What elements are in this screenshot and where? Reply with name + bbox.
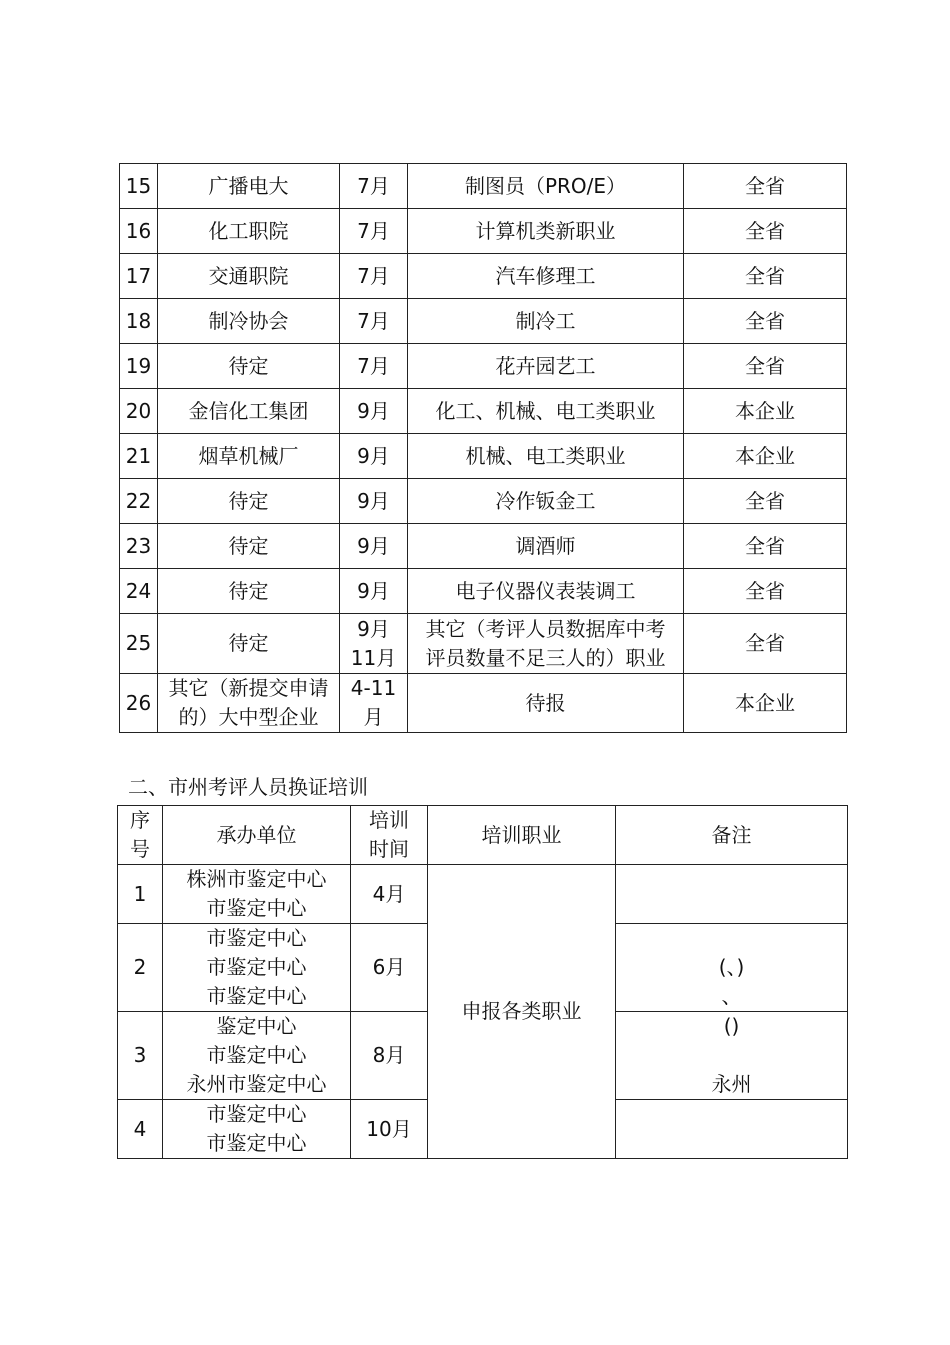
cell-occupation — [408, 479, 684, 524]
cell-scope: 全省 — [684, 209, 847, 254]
table-row — [120, 524, 847, 569]
cell-month-line: 9月 — [357, 398, 390, 423]
cell-note — [616, 865, 848, 924]
cell-month — [340, 254, 408, 299]
cell-org — [158, 389, 340, 434]
cell-note-line: (、) — [718, 955, 745, 979]
cell-occupation-line: 计算机类新职业 — [475, 218, 616, 243]
cell-occupation-line: 花卉园艺工 — [495, 353, 596, 378]
table-body — [120, 164, 847, 733]
cell-time: 6月 — [351, 924, 428, 1012]
cell-org — [158, 524, 340, 569]
cell-occupation — [408, 434, 684, 479]
cell-month — [340, 389, 408, 434]
cell-no: 17 — [120, 254, 158, 299]
header-no-line: 序 — [130, 808, 150, 832]
cell-no: 2 — [118, 924, 163, 1012]
cell-occupation-line: 制冷工 — [515, 308, 576, 333]
cell-note-line — [618, 924, 845, 953]
header-time-line: 培训 — [369, 808, 409, 832]
cell-occupation-line: 冷作钣金工 — [495, 488, 596, 513]
cell-time: 4月 — [351, 865, 428, 924]
cell-org-line: 市鉴定中心 — [206, 926, 307, 950]
cell-occupation-line: 电子仪器仪表装调工 — [455, 578, 636, 603]
section-title: 二、市州考评人员换证培训 — [128, 775, 368, 799]
cell-note — [616, 1012, 848, 1100]
cell-org-line: 市鉴定中心 — [206, 1102, 307, 1126]
cell-scope: 全省 — [684, 164, 847, 209]
header-no — [118, 806, 163, 865]
cell-scope: 本企业 — [684, 434, 847, 479]
cell-scope: 全省 — [684, 254, 847, 299]
table-row — [120, 674, 847, 733]
table-row — [120, 209, 847, 254]
cell-org-line: 待定 — [228, 353, 269, 378]
cell-scope: 全省 — [684, 344, 847, 389]
cell-no: 26 — [120, 674, 158, 733]
cell-org-line: 待定 — [228, 631, 269, 655]
cell-org-line: 永州市鉴定中心 — [186, 1072, 327, 1096]
cell-occupation — [408, 524, 684, 569]
cell-occupation — [408, 614, 684, 674]
cell-occupation-line: 化工、机械、电工类职业 — [435, 398, 656, 423]
cell-month — [340, 344, 408, 389]
header-time-line: 时间 — [369, 837, 409, 861]
table-row — [120, 164, 847, 209]
cell-org — [163, 1100, 351, 1159]
cell-org — [158, 569, 340, 614]
cell-time: 10月 — [351, 1100, 428, 1159]
cell-occupation — [408, 299, 684, 344]
cell-month — [340, 164, 408, 209]
cell-occupation — [408, 344, 684, 389]
cell-org — [158, 344, 340, 389]
cell-org — [163, 924, 351, 1012]
cell-month-line: 7月 — [357, 353, 390, 378]
cell-occupation — [408, 164, 684, 209]
cell-org — [158, 254, 340, 299]
cell-org-line: 交通职院 — [208, 263, 289, 288]
cell-month-line: 7月 — [357, 218, 390, 243]
table-header-row — [118, 806, 848, 865]
cell-org-line: 待定 — [228, 533, 269, 558]
cell-org — [158, 674, 340, 733]
cell-occupation-line: 调酒师 — [515, 533, 576, 558]
cell-month-line: 月 — [363, 705, 384, 729]
cell-no: 1 — [118, 865, 163, 924]
cell-month-line: 9月 — [357, 578, 390, 603]
cell-no: 23 — [120, 524, 158, 569]
cell-occupation — [408, 569, 684, 614]
cell-occupation — [408, 254, 684, 299]
cell-org-line: 株洲市鉴定中心 — [186, 867, 327, 891]
header-note: 备注 — [616, 806, 848, 865]
cell-no: 24 — [120, 569, 158, 614]
header-no-line: 号 — [130, 837, 150, 861]
cell-month-line: 9月 — [357, 443, 390, 468]
cell-org-line: 鉴定中心 — [216, 1014, 297, 1038]
header-org: 承办单位 — [163, 806, 351, 865]
cell-no: 19 — [120, 344, 158, 389]
table-row — [120, 569, 847, 614]
cell-month-line: 7月 — [357, 308, 390, 333]
cell-occupation-line: 待报 — [525, 690, 566, 715]
cell-month-line: 11月 — [350, 645, 397, 670]
cell-org-line: 制冷协会 — [208, 308, 289, 333]
cell-scope: 本企业 — [684, 389, 847, 434]
cell-org — [158, 614, 340, 674]
cell-occupation — [408, 674, 684, 733]
cell-note-line: 永州 — [711, 1072, 752, 1096]
cell-month — [340, 209, 408, 254]
cell-org-line: 市鉴定中心 — [206, 955, 307, 979]
table-row — [120, 299, 847, 344]
table-row — [120, 389, 847, 434]
cell-org-line: 的）大中型企业 — [178, 705, 319, 729]
cell-month-line: 9月 — [357, 533, 390, 558]
cell-scope: 全省 — [684, 569, 847, 614]
cell-scope: 全省 — [684, 299, 847, 344]
cell-note — [616, 1100, 848, 1159]
table-row — [120, 344, 847, 389]
cell-scope: 本企业 — [684, 674, 847, 733]
cell-no: 18 — [120, 299, 158, 344]
cell-scope: 全省 — [684, 614, 847, 674]
cell-occupation-line: 机械、电工类职业 — [465, 443, 626, 468]
cell-no: 20 — [120, 389, 158, 434]
table-row — [120, 254, 847, 299]
cell-month-line: 7月 — [357, 263, 390, 288]
cell-month — [340, 434, 408, 479]
cell-org — [158, 209, 340, 254]
cell-scope: 全省 — [684, 524, 847, 569]
cell-org — [158, 299, 340, 344]
cell-no: 25 — [120, 614, 158, 674]
cell-occupation-line: 汽车修理工 — [495, 263, 596, 288]
table-row — [120, 614, 847, 674]
cell-no: 15 — [120, 164, 158, 209]
cell-note-line — [618, 1041, 845, 1070]
table-row — [120, 434, 847, 479]
cell-note-line: 、 — [721, 984, 742, 1008]
cell-org — [158, 164, 340, 209]
cell-month — [340, 569, 408, 614]
cell-org-line: 广播电大 — [208, 173, 289, 198]
cell-note — [616, 924, 848, 1012]
table-row — [120, 479, 847, 524]
cell-no: 22 — [120, 479, 158, 524]
cell-scope: 全省 — [684, 479, 847, 524]
cell-month — [340, 479, 408, 524]
cell-occupation — [408, 389, 684, 434]
cell-org-line: 金信化工集团 — [188, 398, 309, 423]
cell-occupation — [408, 209, 684, 254]
cell-no: 3 — [118, 1012, 163, 1100]
cell-occupation-line: 制图员（PRO/E） — [464, 173, 627, 198]
cell-month — [340, 299, 408, 344]
cell-org — [158, 434, 340, 479]
header-occupation: 培训职业 — [428, 806, 616, 865]
cell-no: 21 — [120, 434, 158, 479]
cell-month — [340, 674, 408, 733]
cell-occupation-line: 评员数量不足三人的）职业 — [425, 645, 666, 670]
cell-occupation-merged: 申报各类职业 — [428, 865, 616, 1159]
cell-org-line: 化工职院 — [208, 218, 289, 243]
cell-time: 8月 — [351, 1012, 428, 1100]
cell-org-line: 待定 — [228, 578, 269, 603]
cell-no: 16 — [120, 209, 158, 254]
cell-org-line: 其它（新提交申请 — [168, 676, 329, 700]
cell-org — [163, 865, 351, 924]
cell-no: 4 — [118, 1100, 163, 1159]
cell-org-line: 市鉴定中心 — [206, 1131, 307, 1155]
cell-org-line: 市鉴定中心 — [206, 984, 307, 1008]
cell-month — [340, 524, 408, 569]
cell-org-line: 市鉴定中心 — [206, 896, 307, 920]
cell-org-line: 市鉴定中心 — [206, 1043, 307, 1067]
cell-note-line: () — [723, 1014, 740, 1038]
cell-org-line: 待定 — [228, 488, 269, 513]
cell-org — [158, 479, 340, 524]
cell-month-line: 9月 — [357, 488, 390, 513]
cell-month-line: 4-11 — [350, 676, 397, 700]
table-occupation-training — [119, 163, 847, 733]
table-row — [118, 865, 848, 924]
cell-org-line: 烟草机械厂 — [198, 443, 299, 468]
cell-org — [163, 1012, 351, 1100]
cell-month — [340, 614, 408, 674]
table-municipal-training — [117, 805, 848, 1159]
cell-occupation-line: 其它（考评人员数据库中考 — [425, 616, 666, 641]
cell-month-line: 9月 — [357, 616, 390, 641]
header-time — [351, 806, 428, 865]
cell-month-line: 7月 — [357, 173, 390, 198]
